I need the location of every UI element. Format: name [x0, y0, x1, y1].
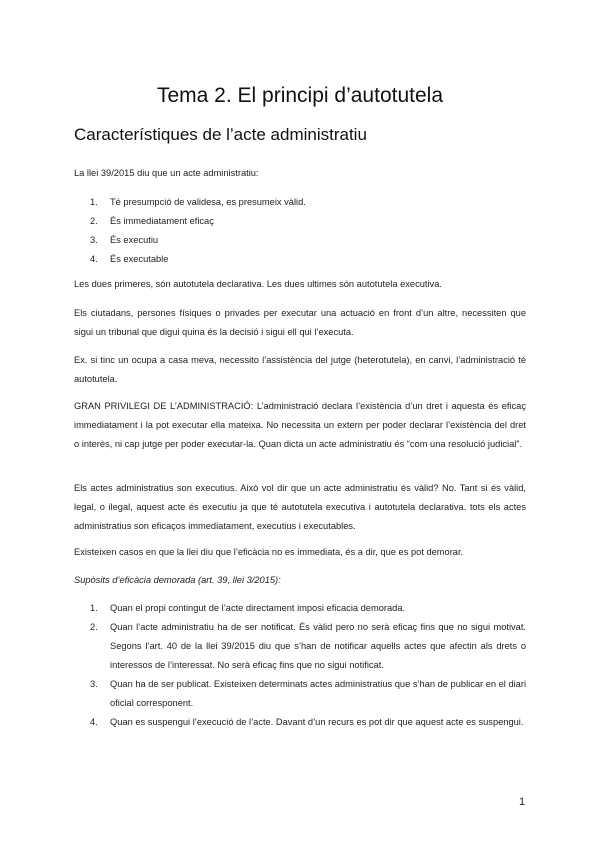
list-item-number: 1. [90, 603, 98, 613]
page-number: 1 [519, 796, 526, 808]
paragraph-citizens: Els ciutadans, persones físiques o privades per executar una actuació en front d’un altre, necessiten que sigui un tribunal que digui quina és la decisió i sigui ell qui l’executa. [74, 308, 526, 337]
list-item [74, 675, 526, 713]
list-item-text: És immediatament eficaç [110, 216, 214, 226]
delayed-efficacy-subheading: Supòsits d’eficàcia demorada (art. 39, llei 3/2015): [74, 575, 281, 585]
list-item-number: 1. [90, 197, 98, 207]
list-item [74, 713, 526, 732]
list-item-number: 2. [90, 622, 98, 632]
list-item-text: Quan es suspengui l’execució de l’acte. Davant d’un recurs es pot dir que aquest acte es suspengui. [110, 717, 524, 727]
list-item [74, 193, 526, 212]
list-item-number: 4. [90, 254, 98, 264]
list-item-text: Quan ha de ser publicat. Existeixen determinats actes administratius que s’han de publicar en el diari oficial corresponent. [110, 679, 527, 708]
list-item-text: Quan l’acte administratiu ha de ser notificat. És vàlid pero no serà eficaç fins que no sigui motivat. Segons l’art. 40 de la llei 39/2015 diu que s’han de notificar aquells actes que afectin als drets o interessos de l’interessat. No serà eficaç fins que no sigui notificat. [110, 622, 526, 670]
delayed-efficacy-list [74, 599, 526, 732]
list-item-text: És executable [110, 254, 169, 264]
paragraph-delayed-efficacy: Existeixen casos en que la llei diu que l’eficàcia no es immediata, és a dir, que es pot demorar. [74, 547, 464, 557]
list-item-number: 3. [90, 679, 98, 689]
list-item [74, 599, 526, 618]
paragraph-example: Ex. si tinc un ocupa a casa meva, necessito l’assistència del jutge (heterotutela), en canvi, l’administració té autotutela. [74, 355, 526, 384]
list-item [74, 231, 526, 250]
paragraph-executive-acts: Els actes administratius son executius. Això vol dir que un acte administratiu és vàlid? No. Tant si és vàlid, legal, o ilegal, aquest acte és executiu ja que té autotutela executiva i autotutela declarativa. tots els actes administratius son eficaços immediatament, executius i executables. [74, 483, 526, 531]
paragraph-autotutela-types: Les dues primeres, són autotutela declarativa. Les dues ultimes són autotutela executiva. [74, 279, 442, 289]
list-item-number: 4. [90, 717, 98, 727]
list-item-text: Té presumpció de validesa, es presumeix vàlid. [110, 197, 306, 207]
section-heading: Característiques de l’acte administratiu [74, 125, 367, 144]
intro-paragraph: La llei 39/2015 diu que un acte administratiu: [74, 168, 259, 178]
list-item [74, 250, 526, 269]
list-item-number: 3. [90, 235, 98, 245]
list-item [74, 212, 526, 231]
list-item-number: 2. [90, 216, 98, 226]
list-item [74, 618, 526, 675]
list-item-text: Quan el propi contingut de l’acte directament imposi eficacia demorada. [110, 603, 406, 613]
characteristics-list [74, 193, 526, 269]
page-title: Tema 2. El principi d’autotutela [157, 84, 443, 107]
list-item-text: És executiu [110, 235, 159, 245]
paragraph-privilege: GRAN PRIVILEGI DE L’ADMINISTRACIÓ: L’administració declara l’existència d’un dret i aquesta és eficaç immediatament i la pot executar ella mateixa. No necessita un extern per poder declarar l’existència del dret o interès, ni cap jutge per poder executar-la. Quan dicta un acte administratiu és “com una resolució judicial”. [74, 401, 526, 449]
